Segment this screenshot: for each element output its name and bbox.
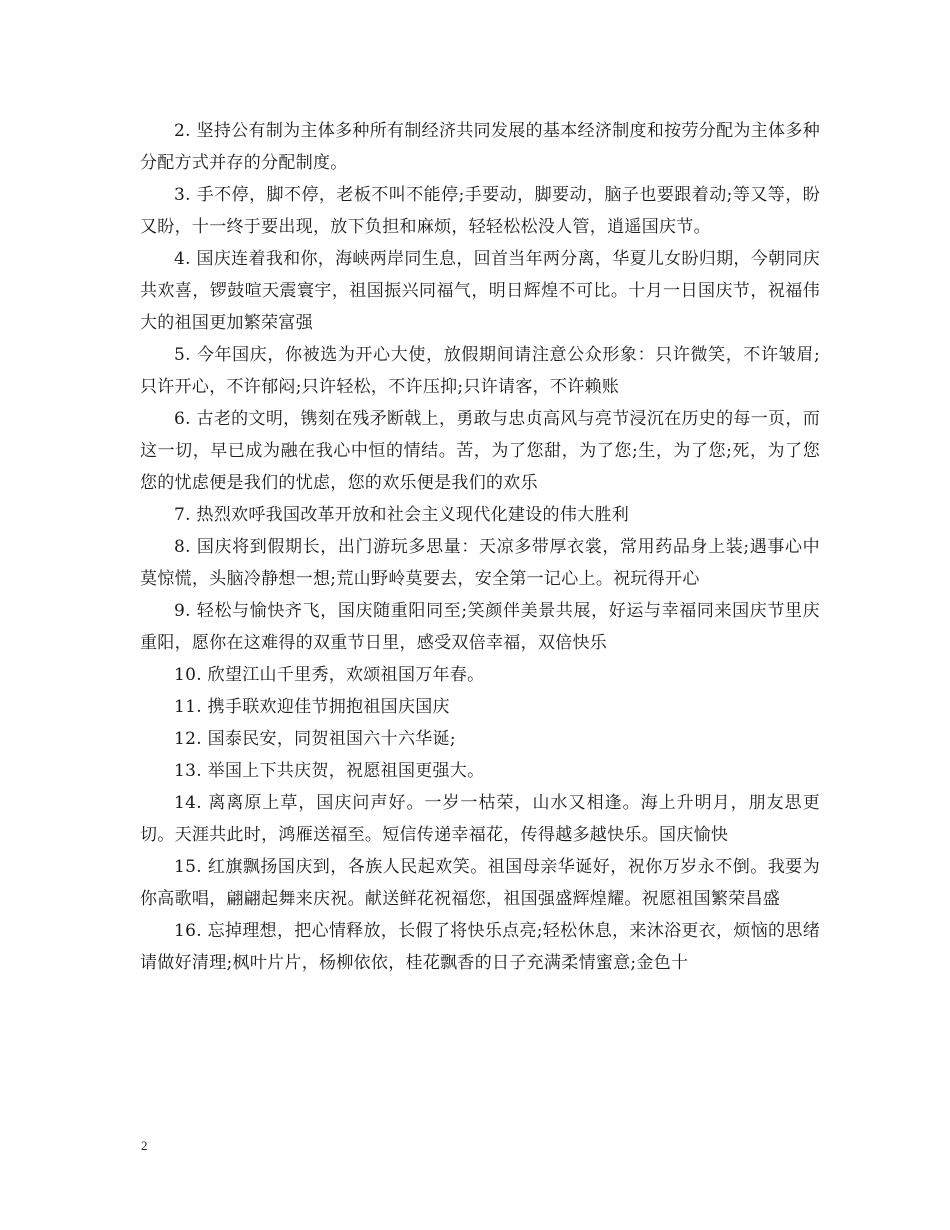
paragraph-item-13: 13. 举国上下共庆贺，祝愿祖国更强大。 xyxy=(174,761,485,781)
document-body xyxy=(140,115,820,979)
paragraph-item-2: 2. 坚持公有制为主体多种所有制经济共同发展的基本经济制度和按劳分配为主体多种分配方式并存的分配制度。 xyxy=(140,121,820,173)
paragraph-item-3: 3. 手不停，脚不停，老板不叫不能停;手要动，脚要动，脑子也要跟着动;等又等，盼又盼，十一终于要出现，放下负担和麻烦，轻轻松松没人管，逍遥国庆节。 xyxy=(140,185,820,237)
paragraph-item-4: 4. 国庆连着我和你，海峡两岸同生息，回首当年两分离，华夏儿女盼归期，今朝同庆共欢喜，锣鼓喧天震寰宇，祖国振兴同福气，明日辉煌不可比。十月一日国庆节，祝福伟大的祖国更加繁荣富强 xyxy=(140,249,820,333)
paragraph-item-9: 9. 轻松与愉快齐飞，国庆随重阳同至;笑颜伴美景共展，好运与幸福同来国庆节里庆重阳，愿你在这难得的双重节日里，感受双倍幸福，双倍快乐 xyxy=(140,601,820,653)
paragraph-item-15: 15. 红旗飘扬国庆到，各族人民起欢笑。祖国母亲华诞好，祝你万岁永不倒。我要为你高歌唱，翩翩起舞来庆祝。献送鲜花祝福您，祖国强盛辉煌耀。祝愿祖国繁荣昌盛 xyxy=(140,857,820,909)
paragraph-item-14: 14. 离离原上草，国庆问声好。一岁一枯荣，山水又相逢。海上升明月，朋友思更切。天涯共此时，鸿雁送福至。短信传递幸福花，传得越多越快乐。国庆愉快 xyxy=(140,793,820,845)
paragraph-item-12: 12. 国泰民安，同贺祖国六十六华诞; xyxy=(174,729,456,749)
paragraph-item-11: 11. 携手联欢迎佳节拥抱祖国庆国庆 xyxy=(174,697,450,717)
paragraph-item-10: 10. 欣望江山千里秀，欢颂祖国万年春。 xyxy=(174,665,485,685)
paragraph-item-5: 5. 今年国庆，你被选为开心大使，放假期间请注意公众形象：只许微笑，不许皱眉;只许开心，不许郁闷;只许轻松，不许压抑;只许请客，不许赖账 xyxy=(140,345,820,397)
paragraph-item-16: 16. 忘掉理想，把心情释放，长假了将快乐点亮;轻松休息，来沐浴更衣，烦恼的思绪请做好清理;枫叶片片，杨柳依依，桂花飘香的日子充满柔情蜜意;金色十 xyxy=(140,921,820,973)
page-number: 2 xyxy=(141,1138,148,1153)
paragraph-item-6: 6. 古老的文明，镌刻在残矛断戟上，勇敢与忠贞高风与亮节浸沉在历史的每一页，而这一切，早已成为融在我心中恒的情结。苦，为了您甜，为了您;生，为了您;死，为了您您的忧虑便是我们的忧虑，您的欢乐便是我们的欢乐 xyxy=(140,409,820,493)
paragraph-item-7: 7. 热烈欢呼我国改革开放和社会主义现代化建设的伟大胜利 xyxy=(174,505,630,525)
paragraph-item-8: 8. 国庆将到假期长，出门游玩多思量：天凉多带厚衣裳，常用药品身上装;遇事心中莫惊慌，头脑冷静想一想;荒山野岭莫要去，安全第一记心上。祝玩得开心 xyxy=(140,537,820,589)
